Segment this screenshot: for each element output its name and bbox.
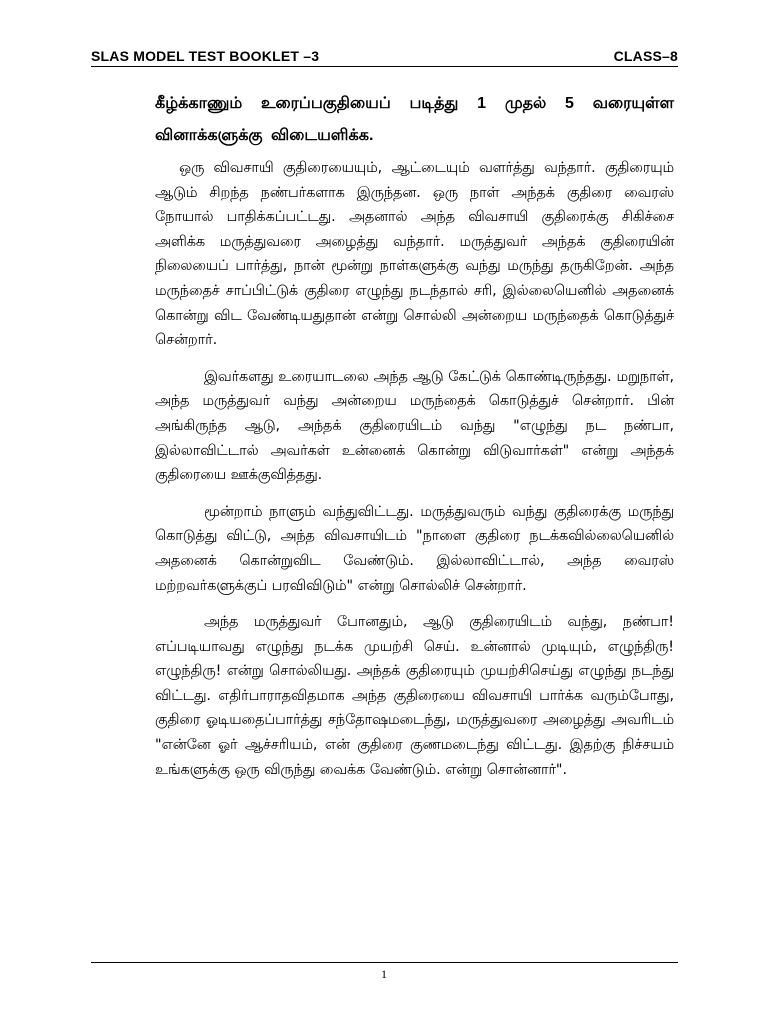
passage-content	[155, 88, 674, 794]
footer-divider	[91, 962, 678, 963]
passage-paragraph-3: மூன்றாம் நாளும் வந்துவிட்டது. மருத்துவரும் வந்து குதிரைக்கு மருந்து கொடுத்து விட்டு, அந்த விவசாயிடம் "நாளை குதிரை நடக்கவில்லையெனில் அதனைக் கொன்றுவிட வேண்டும். இல்லாவிட்டால், அந்த வைரஸ் மற்றவர்களுக்குப் பரவிவிடும்" என்று சொல்லிச் சென்றார்.	[155, 503, 674, 594]
page-number: 1	[381, 967, 387, 981]
question-instruction: கீழ்க்காணும் உரைப்பகுதியைப் படித்து 1 முதல் 5 வரையுள்ள வினாக்களுக்கு விடையளிக்க.	[155, 95, 674, 144]
passage-paragraph-2: இவர்களது உரையாடலை அந்த ஆடு கேட்டுக் கொண்டிருந்தது. மறுநாள், அந்த மருத்துவர் வந்து அன்றைய மருந்தைக் கொடுத்துச் சென்றார். பின் அங்கிருந்த ஆடு, அந்தக் குதிரையிடம் வந்து "எழுந்து நட நண்பா, இல்லாவிட்டால் அவர்கள் உன்னைக் கொன்று விடுவார்கள்" என்று அந்தக் குதிரையை ஊக்குவித்தது.	[155, 368, 674, 484]
booklet-title: SLAS MODEL TEST BOOKLET –3	[91, 48, 320, 64]
class-label: CLASS–8	[613, 48, 678, 64]
passage-paragraph-4: அந்த மருத்துவர் போனதும், ஆடு குதிரையிடம் வந்து, நண்பா! எப்படியாவது எழுந்து நடக்க முயற்சி செய். உன்னால் முடியும், எழுந்திரு! எழுந்திரு! என்று சொல்லியது. அந்தக் குதிரையும் முயற்சிசெய்து எழுந்து நடந்து விட்டது. எதிர்பாராதவிதமாக அந்த குதிரையை விவசாயி பார்க்க வரும்போது, குதிரை ஓடியதைப்பார்த்து சந்தோஷமடைந்து, மருத்துவரை அழைத்து அவரிடம் "என்னே ஓர் ஆச்சரியம், என் குதிரை குணமடைந்து விட்டது. இதற்கு நிச்சயம் உங்களுக்கு ஒரு விருந்து வைக்க வேண்டும். என்று சொன்னார்".	[155, 614, 674, 778]
page-header	[91, 42, 678, 67]
passage-paragraph-1: ஒரு விவசாயி குதிரையையும், ஆட்டையும் வளர்த்து வந்தார். குதிரையும் ஆடும் சிறந்த நண்பர்களாக இருந்தன. ஒரு நாள் அந்தக் குதிரை வைரஸ் நோயால் பாதிக்கப்பட்டது. அதனால் அந்த விவசாயி குதிரைக்கு சிகிச்சை அளிக்க மருத்துவரை அழைத்து வந்தார். மருத்துவர் அந்தக் குதிரையின் நிலையைப் பார்த்து, நான் மூன்று நாள்களுக்கு வந்து மருந்து தருகிறேன். அந்த மருந்தைச் சாப்பிட்டுக் குதிரை எழுந்து நடந்தால் சரி, இல்லையெனில் அதனைக் கொன்று விட வேண்டியதுதான் என்று சொல்லி அன்றைய மருந்தைக் கொடுத்துச் சென்றார்.	[155, 160, 674, 349]
